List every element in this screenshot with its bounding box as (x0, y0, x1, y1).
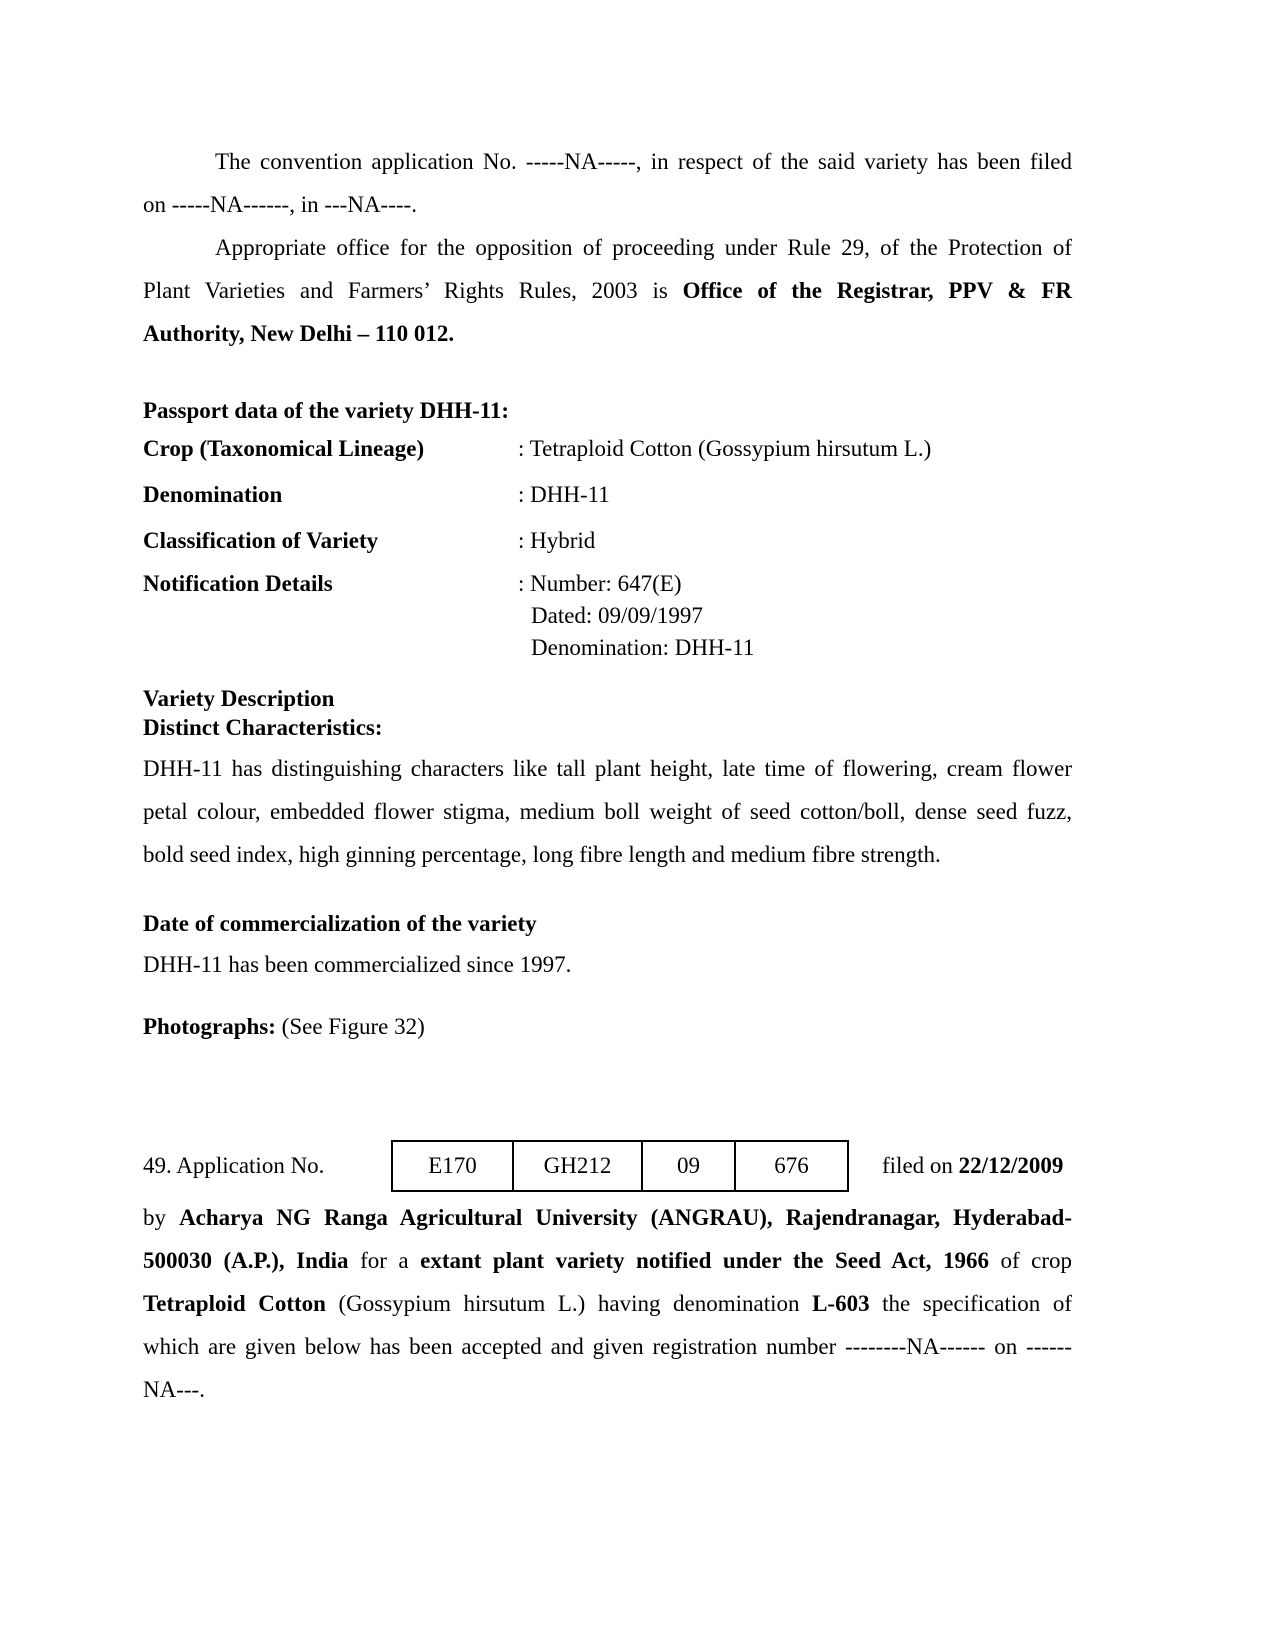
paragraph-application-49 (143, 1196, 1072, 1411)
commercialization-heading: Date of commercialization of the variety (143, 911, 537, 936)
text-line: The convention application No. -----NA-----, in respect of the said variety has been filed (215, 149, 1072, 174)
text-line: petal colour, embedded flower stigma, medium boll weight of seed cotton/boll, dense seed fuzz, (143, 799, 1072, 824)
text-line: which are given below has been accepted and given registration number --------NA------ on ------ (143, 1334, 1072, 1359)
passport-heading: Passport data of the variety DHH-11: (143, 398, 510, 423)
text-line: Tetraploid Cotton (Gossypium hirsutum L.) having denomination L-603 the specification of (143, 1291, 1073, 1316)
application-table-cell: 676 (774, 1153, 809, 1178)
row-label: Notification Details (143, 571, 333, 596)
passport-row-notification (143, 568, 1072, 664)
distinct-characteristics-heading: Distinct Characteristics: (143, 715, 383, 740)
commercialization-text: DHH-11 has been commercialized since 1997. (143, 952, 572, 977)
row-label: Denomination (143, 482, 283, 507)
row-label: Classification of Variety (143, 528, 379, 553)
passport-row-crop (143, 433, 1072, 465)
application-table-cell: GH212 (514, 1142, 643, 1190)
photographs-line: Photographs: (See Figure 32) (143, 1014, 425, 1039)
text-line: by Acharya NG Ranga Agricultural University (ANGRAU), Rajendranagar, Hyderabad- (143, 1205, 1072, 1230)
text-line: bold seed index, high ginning percentage, long fibre length and medium fibre strength. (143, 842, 941, 867)
paragraph-office (143, 226, 1072, 355)
filed-date: 22/12/2009 (958, 1153, 1064, 1178)
variety-description-headings (143, 684, 1072, 742)
text-line: Plant Varieties and Farmers’ Rights Rules, 2003 is Office of the Registrar, PPV & FR (143, 278, 1072, 303)
text-line: on -----NA------, in ---NA----. (143, 192, 417, 217)
text-line: NA---. (143, 1377, 205, 1402)
text-line: DHH-11 has distinguishing characters like tall plant height, late time of flowering, cream flower (143, 756, 1072, 781)
application-table-cell: 09 (643, 1142, 736, 1190)
application-table-cell: E170 (393, 1142, 514, 1190)
application-49-row (143, 1140, 1072, 1192)
row-label: Crop (Taxonomical Lineage) (143, 436, 425, 461)
commercialization-heading-section (143, 902, 1072, 945)
notification-number: : Number: 647(E) (518, 571, 682, 596)
notification-denomination: Denomination: DHH-11 (531, 635, 755, 660)
row-value: : Tetraploid Cotton (Gossypium hirsutum L.) (518, 436, 932, 461)
row-value: : Hybrid (518, 528, 596, 553)
variety-description-heading: Variety Description (143, 686, 335, 711)
row-value: : DHH-11 (518, 482, 610, 507)
commercialization-text-section (143, 943, 1072, 986)
application-number-table (391, 1140, 849, 1192)
passport-row-classification (143, 525, 1072, 557)
photographs-section (143, 1005, 1072, 1048)
passport-heading-section (143, 389, 1072, 432)
text-line: Appropriate office for the opposition of proceeding under Rule 29, of the Protection of (215, 235, 1072, 260)
passport-row-denomination (143, 479, 1072, 511)
text-line: Authority, New Delhi – 110 012. (143, 321, 455, 346)
filed-on-label: filed on (882, 1153, 959, 1178)
text-line: 500030 (A.P.), India for a extant plant variety notified under the Seed Act, 1966 of crop (143, 1248, 1072, 1273)
filed-on-text (882, 1140, 1063, 1192)
paragraph-convention (143, 140, 1072, 226)
variety-description-paragraph (143, 747, 1072, 876)
application-number-label: 49. Application No. (143, 1153, 325, 1178)
notification-date: Dated: 09/09/1997 (531, 603, 703, 628)
row-value (518, 568, 754, 664)
